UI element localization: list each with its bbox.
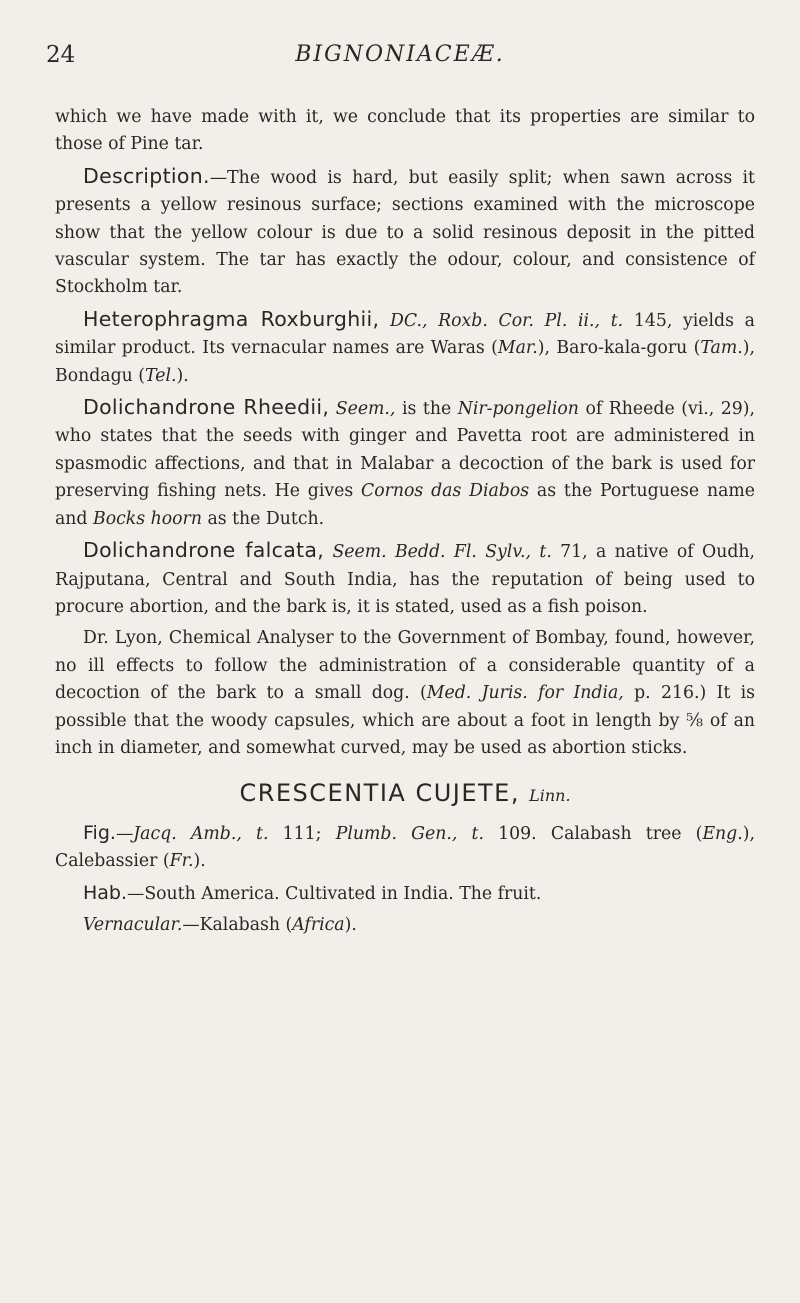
entry-heading: Hab. xyxy=(83,881,128,904)
entry-heading: Vernacular. xyxy=(83,914,183,935)
entry-heading: Dolichandrone Rheedii, xyxy=(83,395,330,420)
entry-heading: Heterophragma Roxburghii, xyxy=(83,306,380,331)
paragraph-description: Description.—The wood is hard, but easily split; when sawn across it presents a yellow resinous surface; sections examined with the microscope show that the yellow colour is due to a solid resinous deposit in the pitted vascular system. The tar has exactly the odour, colour, and consistence of Stockholm tar. xyxy=(55,163,755,298)
paragraph-fig: Fig.—Jacq. Amb., t. 111; Plumb. Gen., t. 109. Calabash tree (Eng.), Calebassier (Fr.). xyxy=(55,821,755,872)
paragraph-heterophragma: Heterophragma Roxburghii, DC., Roxb. Cor. Pl. ii., t. 145, yields a similar product. Its vernacular names are Waras (Mar.), Baro-kala-goru (Tam.), Bondagu (Tel.). xyxy=(55,306,755,386)
paragraph-vernacular: Vernacular.—Kalabash (Africa). xyxy=(83,914,357,935)
citation: DC., Roxb. Cor. Pl. ii., t. xyxy=(389,310,624,331)
page-header xyxy=(46,42,754,82)
paragraph-continuation: which we have made with it, we conclude that its properties are similar to those of Pine tar. xyxy=(55,107,755,155)
section-title: CRESCENTIA CUJETE, Linn. xyxy=(239,779,571,808)
page-body xyxy=(55,104,755,939)
paragraph-dolichandrone-rheedii: Dolichandrone Rheedii, Seem., is the Nir-pongelion of Rheede (vi., 29), who states that the seeds with ginger and Pavetta root are administered in spasmodic affections, and that in Malabar a decoction of the bark is used for preserving fishing nets. He gives Cornos das Diabos as the Portuguese name and Bocks hoorn as the Dutch. xyxy=(55,395,755,529)
citation: Seem., xyxy=(335,399,396,420)
entry-heading: Dolichandrone falcata, xyxy=(83,538,325,563)
paragraph-hab: Hab.—South America. Cultivated in India. The fruit. xyxy=(83,881,542,904)
section-author: Linn. xyxy=(529,786,571,806)
paragraph-dolichandrone-falcata: Dolichandrone falcata, Seem. Bedd. Fl. Sylv., t. 71, a native of Oudh, Rajputana, Central and South India, has the reputation of being used to procure abortion, and the bark is, it is stated, used as a fish poison. xyxy=(55,538,756,617)
citation: Plumb. Gen., t. xyxy=(335,823,484,844)
entry-heading: Fig. xyxy=(83,821,116,844)
page-number: 24 xyxy=(46,42,76,68)
citation: Seem. Bedd. Fl. Sylv., t. xyxy=(332,542,552,563)
citation: —Jacq. Amb., t. xyxy=(115,823,269,844)
running-title: BIGNONIACEÆ. xyxy=(295,42,505,67)
citation: Med. Juris. for India, xyxy=(426,683,624,704)
paragraph-lyon: Dr. Lyon, Chemical Analyser to the Government of Bombay, found, however, no ill effects to follow the administration of a considerable quantity of a decoction of the bark to a small dog. (Med. Juris. for India, p. 216.) It is possible that the woody capsules, which are about a foot in length by ⅝ of an inch in diameter, and somewhat curved, may be used as abortion sticks. xyxy=(55,628,755,758)
entry-heading: Description. xyxy=(83,163,210,188)
